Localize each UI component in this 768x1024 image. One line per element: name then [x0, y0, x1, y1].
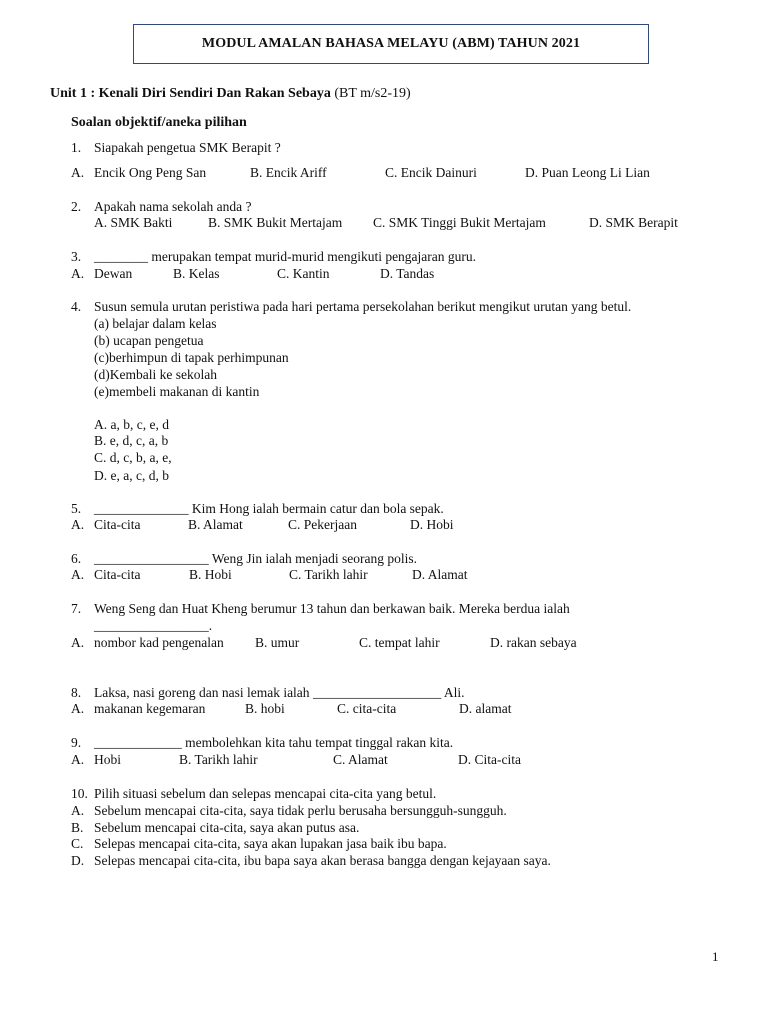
option-d: D. Puan Leong Li Lian [525, 165, 650, 180]
question-number: 2. [71, 199, 82, 214]
option-label: A. [71, 752, 85, 767]
list-item: (d)Kembali ke sekolah [94, 367, 217, 382]
option-label: B. [71, 820, 84, 835]
option-d: D. Alamat [412, 567, 468, 582]
question-text: Siapakah pengetua SMK Berapit ? [94, 140, 281, 155]
option-a: A. SMK Bakti [94, 215, 173, 230]
option-a: A. a, b, c, e, d [94, 417, 169, 432]
option-c: C. tempat lahir [359, 635, 440, 650]
question-text: _____________ membolehkan kita tahu tempat tinggal rakan kita. [94, 735, 454, 750]
option-b: B. e, d, c, a, b [94, 433, 169, 448]
question-number: 1. [71, 140, 82, 155]
option-label: A. [71, 803, 85, 818]
option-label: D. [71, 853, 85, 868]
option-b: Sebelum mencapai cita-cita, saya akan putus asa. [94, 820, 360, 835]
option-a: Sebelum mencapai cita-cita, saya tidak perlu berusaha bersungguh-sungguh. [94, 803, 507, 818]
unit-reference: (BT m/s2-19) [330, 86, 411, 101]
answer-blank: _____________ [94, 735, 182, 750]
answer-blank: ______________ [94, 501, 189, 516]
option-label: A. [71, 635, 85, 650]
option-a: Encik Ong Peng San [94, 165, 207, 180]
question-text: Weng Seng dan Huat Kheng berumur 13 tahun dan berkawan baik. Mereka berdua ialah [94, 601, 570, 616]
unit-title: Unit 1 : Kenali Diri Sendiri Dan Rakan Sebaya [50, 86, 331, 101]
question-number: 3. [71, 249, 82, 264]
question-text: Apakah nama sekolah anda ? [94, 199, 252, 214]
option-d: D. Cita-cita [458, 752, 521, 767]
option-label: A. [71, 165, 85, 180]
page-number: 1 [712, 949, 719, 964]
answer-blank: _________________ [94, 551, 209, 566]
option-b: B. SMK Bukit Mertajam [208, 215, 343, 230]
question-text: ______________ Kim Hong ialah bermain catur dan bola sepak. [94, 501, 444, 516]
option-a: Cita-cita [94, 567, 141, 582]
question-number: 9. [71, 735, 82, 750]
question-text: Laksa, nasi goreng dan nasi lemak ialah ___________________ Ali. [94, 685, 465, 700]
option-b: B. Tarikh lahir [179, 752, 258, 767]
option-b: B. umur [255, 635, 300, 650]
option-d: D. alamat [459, 701, 512, 716]
question-number: 7. [71, 601, 82, 616]
option-c: C. Tarikh lahir [289, 567, 368, 582]
question-text: Pilih situasi sebelum dan selepas mencapai cita-cita yang betul. [94, 786, 437, 801]
option-c: C. cita-cita [337, 701, 397, 716]
answer-blank: ________ [94, 249, 148, 264]
section-heading: Soalan objektif/aneka pilihan [71, 115, 247, 130]
option-a: makanan kegemaran [94, 701, 206, 716]
unit-heading [50, 86, 411, 102]
option-label: A. [71, 567, 85, 582]
option-d: D. rakan sebaya [490, 635, 577, 650]
list-item: (a) belajar dalam kelas [94, 316, 217, 331]
option-c: C. Kantin [277, 266, 330, 281]
option-a: nombor kad pengenalan [94, 635, 224, 650]
title-box [133, 24, 649, 64]
option-b: B. hobi [245, 701, 285, 716]
option-d: D. Tandas [380, 266, 435, 281]
question-number: 6. [71, 551, 82, 566]
list-item: (c)berhimpun di tapak perhimpunan [94, 350, 289, 365]
option-c: C. Pekerjaan [288, 517, 357, 532]
option-label: C. [71, 836, 84, 851]
option-b: B. Alamat [188, 517, 243, 532]
answer-blank: _________________. [94, 618, 213, 633]
option-label: A. [71, 517, 85, 532]
option-c: C. Encik Dainuri [385, 165, 477, 180]
option-c: Selepas mencapai cita-cita, saya akan lupakan jasa baik ibu bapa. [94, 836, 447, 851]
option-b: B. Hobi [189, 567, 232, 582]
option-a: Dewan [94, 266, 133, 281]
question-number: 10. [71, 786, 88, 801]
option-label: A. [71, 266, 85, 281]
question-text: _________________ Weng Jin ialah menjadi seorang polis. [94, 551, 417, 566]
option-b: B. Kelas [173, 266, 220, 281]
option-d: D. e, a, c, d, b [94, 468, 169, 483]
option-c: C. d, c, b, a, e, [94, 450, 172, 465]
option-a: Cita-cita [94, 517, 141, 532]
list-item: (e)membeli makanan di kantin [94, 384, 260, 399]
option-d: D. SMK Berapit [589, 215, 678, 230]
question-number: 5. [71, 501, 82, 516]
question-text: Susun semula urutan peristiwa pada hari pertama persekolahan berikut mengikut urutan yang betul. [94, 299, 632, 314]
option-c: C. SMK Tinggi Bukit Mertajam [373, 215, 546, 230]
question-text: ________ merupakan tempat murid-murid mengikuti pengajaran guru. [94, 249, 477, 264]
option-d: Selepas mencapai cita-cita, ibu bapa saya akan berasa bangga dengan kejayaan saya. [94, 853, 551, 868]
list-item: (b) ucapan pengetua [94, 333, 204, 348]
option-b: B. Encik Ariff [250, 165, 327, 180]
option-c: C. Alamat [333, 752, 388, 767]
answer-blank: ___________________ [312, 685, 442, 700]
option-label: A. [71, 701, 85, 716]
question-number: 4. [71, 299, 82, 314]
page-title: MODUL AMALAN BAHASA MELAYU (ABM) TAHUN 2021 [201, 36, 581, 51]
option-a: Hobi [94, 752, 121, 767]
question-number: 8. [71, 685, 82, 700]
option-d: D. Hobi [410, 517, 454, 532]
